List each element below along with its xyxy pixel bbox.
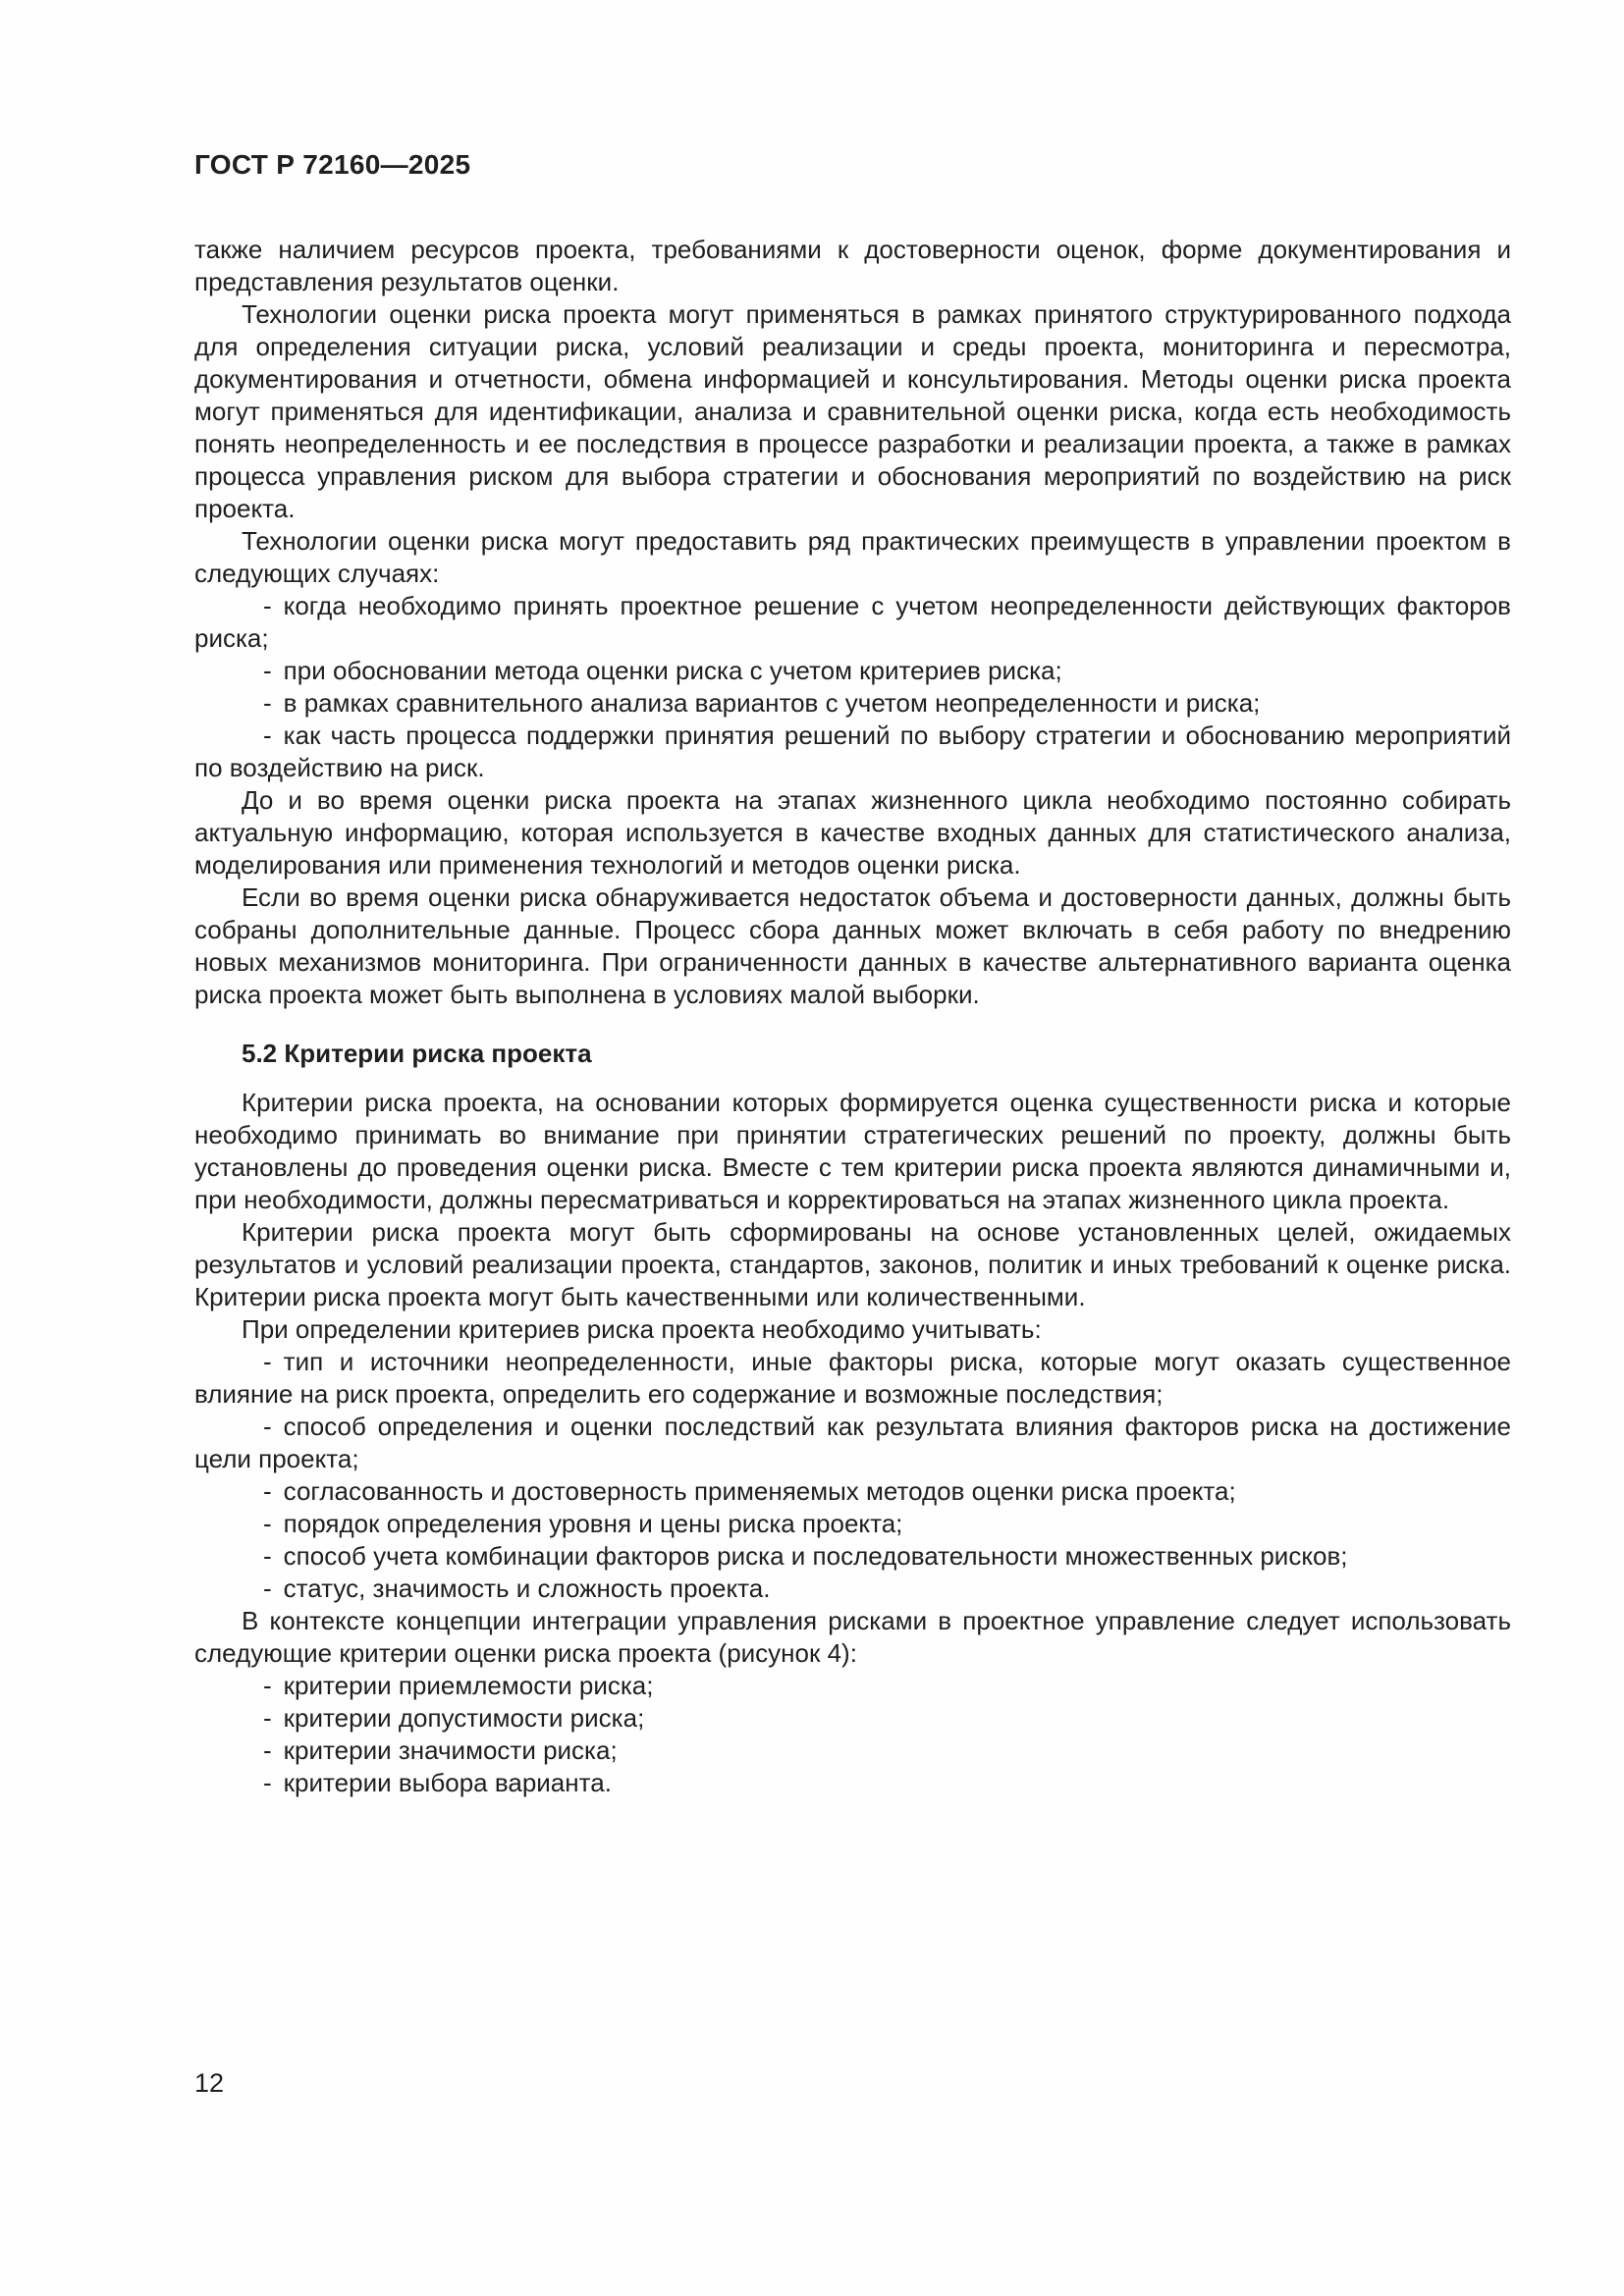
list-marker: - bbox=[263, 1347, 272, 1376]
section-heading: 5.2 Критерии риска проекта bbox=[242, 1039, 592, 1068]
list-item-text: способ определения и оценки последствий как результата влияния факторов риска на достижение цели проекта; bbox=[194, 1412, 1511, 1473]
paragraph: До и во время оценки риска проекта на этапах жизненного цикла необходимо постоянно собирать актуальную информацию, которая используется в качестве входных данных для статистического анализа, моделирования или применения технологий и методов оценки риска. bbox=[194, 785, 1511, 880]
paragraph: Если во время оценки риска обнаруживается недостаток объема и достоверности данных, должны быть собраны дополнительные данные. Процесс сбора данных может включать в себя работу по внедрению новых механизмов мониторинга. При ограниченности данных в качестве альтернативного варианта оценка риска проекта может быть выполнена в условиях малой выборки. bbox=[194, 882, 1511, 1009]
list-item bbox=[194, 1702, 1511, 1735]
list-item bbox=[194, 1573, 1511, 1605]
list-item bbox=[194, 590, 1511, 655]
page-number: 12 bbox=[194, 2068, 225, 2098]
list-item-text: статус, значимость и сложность проекта. bbox=[283, 1574, 771, 1603]
list-marker: - bbox=[263, 1509, 272, 1538]
list-item bbox=[194, 1475, 1511, 1508]
paragraph: Технологии оценки риска проекта могут применяться в рамках принятого структурированного подхода для определения ситуации риска, условий реализации и среды проекта, мониторинга и пересмотра, документирования и отчетности, обмена информацией и консультирования. Методы оценки риска проекта могут применяться для идентификации, анализа и сравнительной оценки риска, когда есть необходимость понять неопределенность и ее последствия в процессе разработки и реализации проекта, а также в рамках процесса управления риском для выбора стратегии и обоснования мероприятий по воздействию на риск проекта. bbox=[194, 299, 1511, 523]
document-header: ГОСТ Р 72160—2025 bbox=[194, 149, 471, 180]
list-marker: - bbox=[263, 1574, 272, 1603]
paragraph: При определении критериев риска проекта необходимо учитывать: bbox=[242, 1314, 1042, 1344]
list-item-text: критерии выбора варианта. bbox=[283, 1768, 612, 1797]
list-item-text: тип и источники неопределенности, иные факторы риска, которые могут оказать существенное влияние на риск проекта, определить его содержание и возможные последствия; bbox=[194, 1347, 1511, 1409]
list-marker: - bbox=[263, 1412, 272, 1441]
list-item bbox=[194, 1411, 1511, 1475]
list-item-text: порядок определения уровня и цены риска проекта; bbox=[283, 1509, 903, 1538]
list-marker: - bbox=[263, 1476, 272, 1506]
list-item-text: способ учета комбинации факторов риска и последовательности множественных рисков; bbox=[283, 1541, 1348, 1571]
list-item bbox=[194, 720, 1511, 784]
list-item bbox=[194, 655, 1511, 687]
list-item-text: критерии допустимости риска; bbox=[283, 1703, 645, 1733]
list-marker: - bbox=[263, 721, 272, 750]
paragraph: Технологии оценки риска могут предоставить ряд практических преимуществ в управлении проектом в следующих случаях: bbox=[194, 526, 1511, 588]
list-item bbox=[194, 1735, 1511, 1767]
list-marker: - bbox=[263, 1703, 272, 1733]
paragraph: также наличием ресурсов проекта, требованиями к достоверности оценок, форме документирования и представления результатов оценки. bbox=[194, 235, 1511, 296]
list-item-text: как часть процесса поддержки принятия решений по выбору стратегии и обоснованию мероприятий по воздействию на риск. bbox=[194, 721, 1511, 782]
list-marker: - bbox=[263, 1735, 272, 1765]
paragraph: Критерии риска проекта могут быть сформированы на основе установленных целей, ожидаемых результатов и условий реализации проекта, стандартов, законов, политик и иных требований к оценке риска. Критерии риска проекта могут быть качественными или количественными. bbox=[194, 1217, 1511, 1311]
list-item bbox=[194, 1508, 1511, 1540]
list-item bbox=[194, 1767, 1511, 1799]
list-marker: - bbox=[263, 688, 272, 718]
document-body bbox=[194, 234, 1511, 1799]
list-item bbox=[194, 687, 1511, 720]
list-item-text: когда необходимо принять проектное решение с учетом неопределенности действующих факторов риска; bbox=[194, 591, 1511, 653]
list-marker: - bbox=[263, 1541, 272, 1571]
list-marker: - bbox=[263, 1671, 272, 1700]
list-item-text: критерии приемлемости риска; bbox=[283, 1671, 654, 1700]
list-item bbox=[194, 1540, 1511, 1573]
list-item-text: согласованность и достоверность применяемых методов оценки риска проекта; bbox=[283, 1476, 1236, 1506]
paragraph: Критерии риска проекта, на основании которых формируется оценка существенности риска и которые необходимо принимать во внимание при принятии стратегических решений по проекту, должны быть установлены до проведения оценки риска. Вместе с тем критерии риска проекта являются динамичными и, при необходимости, должны пересматриваться и корректироваться на этапах жизненного цикла проекта. bbox=[194, 1088, 1511, 1214]
list-item-text: в рамках сравнительного анализа вариантов с учетом неопределенности и риска; bbox=[283, 688, 1261, 718]
paragraph: В контексте концепции интеграции управления рисками в проектное управление следует использовать следующие критерии оценки риска проекта (рисунок 4): bbox=[194, 1606, 1511, 1668]
list-item-text: при обосновании метода оценки риска с учетом критериев риска; bbox=[283, 656, 1062, 685]
list-item-text: критерии значимости риска; bbox=[283, 1735, 618, 1765]
list-marker: - bbox=[263, 1768, 272, 1797]
list-item bbox=[194, 1670, 1511, 1702]
list-item bbox=[194, 1346, 1511, 1411]
list-marker: - bbox=[263, 591, 272, 620]
list-marker: - bbox=[263, 656, 272, 685]
